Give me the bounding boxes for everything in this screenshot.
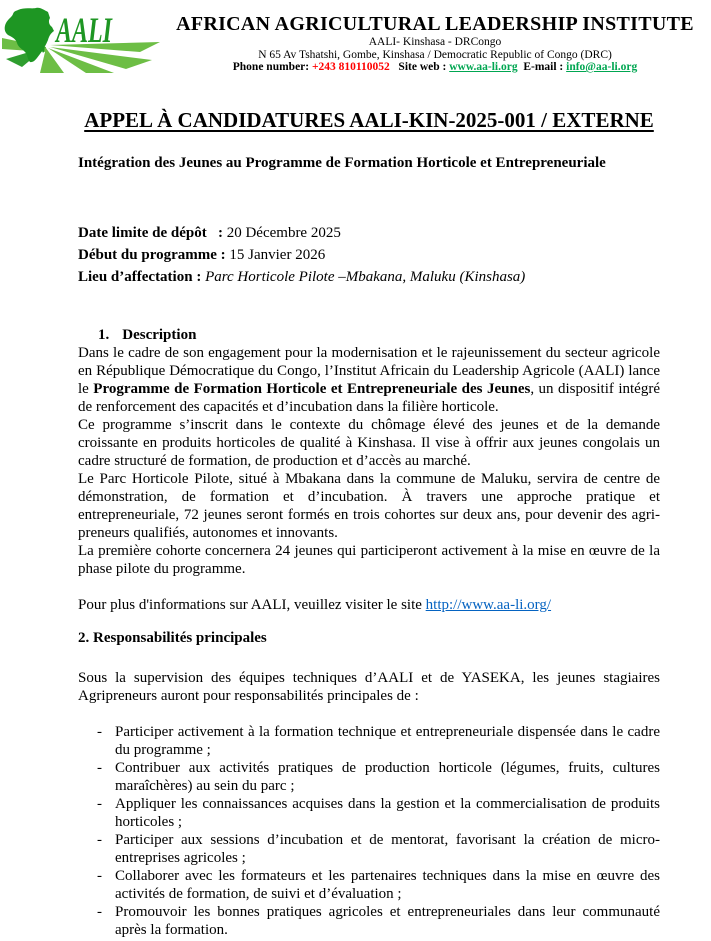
deadline-value: 20 Décembre 2025 (222, 225, 341, 241)
list-item (78, 867, 660, 903)
address-line-1: AALI- Kinshasa - DRCongo (368, 36, 502, 48)
list-item-text: Participer activement à la formation technique et entrepreneuriale dispensée dans le cadre du programme ; (115, 724, 660, 758)
deadline-label: Date limite de dépôt : (78, 225, 223, 241)
list-item (78, 903, 660, 939)
dash-bullet-icon: - (97, 724, 102, 740)
section-1-number: 1. (98, 327, 110, 343)
contact-line (165, 61, 705, 74)
list-item-text: Participer aux sessions d’incubation et de mentorat, favorisant la création de micro-entreprises agricoles ; (115, 832, 660, 866)
list-item-text: Promouvoir les bonnes pratiques agricoles et entrepreneuriales dans leur communauté après la formation. (115, 904, 660, 938)
list-item (78, 831, 660, 867)
dash-bullet-icon: - (97, 904, 102, 920)
deadline-row (78, 222, 660, 244)
dash-bullet-icon: - (97, 832, 102, 848)
list-item (78, 795, 660, 831)
description-paragraph-4: La première cohorte concernera 24 jeunes qui participeront activement à la mise en œuvre de la phase pilote du programme. (78, 543, 660, 577)
key-details (78, 222, 660, 288)
description-paragraph-2: Ce programme s’inscrit dans le contexte du chômage élevé des jeunes et de la demande croissante en produits horticoles de qualité à Kinshasa. Il vise à offrir aux jeunes congolais un cadre structuré de formation, de production et d’accès au marché. (78, 417, 660, 469)
dash-bullet-icon: - (97, 760, 102, 776)
aali-logo (2, 5, 164, 73)
list-item-text: Collaborer avec les formateurs et les partenaires techniques dans la mise en œuvre des activités de formation, de suivi et d’évaluation ; (115, 868, 660, 902)
logo-wordmark: AALI (54, 10, 114, 50)
list-item (78, 723, 660, 759)
paragraph-text: Dans le cadre de son engagement pour la modernisation et le rajeunissement du secteur agricole en République Démocratique du Congo, l’Institut Africain du Leadership Agricole (AALI) lance le (78, 345, 660, 397)
more-info-text: Pour plus d'informations sur AALI, veuillez visiter le site (78, 597, 426, 613)
phone-label: Phone number: (232, 61, 312, 73)
paragraph-text: , un dispositif intégré de renforcement des capacités et d’incubation dans la filière horticole. (78, 381, 660, 415)
document-title: APPEL À CANDIDATURES AALI-KIN-2025-001 / EXTERNE (84, 108, 654, 132)
list-item-text: Appliquer les connaissances acquises dans la gestion et la commercialisation de produits horticoles ; (115, 796, 660, 830)
location-label: Lieu d’affectation : (78, 269, 202, 285)
institute-name: AFRICAN AGRICULTURAL LEADERSHIP INSTITUTE (176, 13, 694, 35)
letterhead-text (165, 13, 705, 74)
description-paragraph-1 (78, 344, 660, 416)
section-1-title: Description (122, 327, 197, 343)
site-label: Site web : (389, 61, 450, 73)
responsibilities-intro: Sous la supervision des équipes techniques d’AALI et de YASEKA, les jeunes stagiaires Agripreneurs auront pour responsabilités principales de : (78, 670, 660, 704)
website-link[interactable]: www.aa-li.org (449, 61, 518, 73)
list-item (78, 759, 660, 795)
location-value: Parc Horticole Pilote –Mbakana, Maluku (Kinshasa) (201, 269, 526, 285)
letterhead (0, 0, 711, 84)
list-item-text: Contribuer aux activités pratiques de production horticole (légumes, fruits, cultures maraîchères) au sein du parc ; (115, 760, 660, 794)
program-name-bold: Programme de Formation Horticole et Entrepreneuriale des Jeunes (93, 381, 531, 397)
dash-bullet-icon: - (97, 796, 102, 812)
section-2-heading: 2. Responsabilités principales (78, 630, 267, 646)
email-label: E-mail : (517, 61, 567, 73)
start-date-row (78, 244, 660, 266)
start-date-value: 15 Janvier 2026 (225, 247, 326, 263)
dash-bullet-icon: - (97, 868, 102, 884)
aali-website-link[interactable]: http://www.aa-li.org/ (425, 597, 552, 613)
document-subtitle: Intégration des Jeunes au Programme de Formation Horticole et Entrepreneuriale (78, 155, 606, 171)
start-date-label: Début du programme : (78, 247, 226, 263)
more-info-line (78, 596, 660, 614)
document-body (78, 326, 660, 939)
email-link[interactable]: info@aa-li.org (566, 61, 638, 73)
section-1-heading (78, 326, 660, 344)
address-line-2: N 65 Av Tshatshi, Gombe, Kinshasa / Democratic Republic of Congo (DRC) (258, 48, 612, 61)
phone-number: +243 810110052 (312, 61, 390, 73)
description-paragraph-3: Le Parc Horticole Pilote, situé à Mbakana dans la commune de Maluku, servira de centre de démonstration, de formation et d’incubation. À travers une approche pratique et entrepreneuriale, 72 jeunes seront formés en trois cohortes sur deux ans, pour devenir des agri-preneurs qualifiés, autonomes et innovants. (78, 471, 660, 541)
responsibilities-list (78, 723, 660, 939)
location-row (78, 266, 660, 288)
